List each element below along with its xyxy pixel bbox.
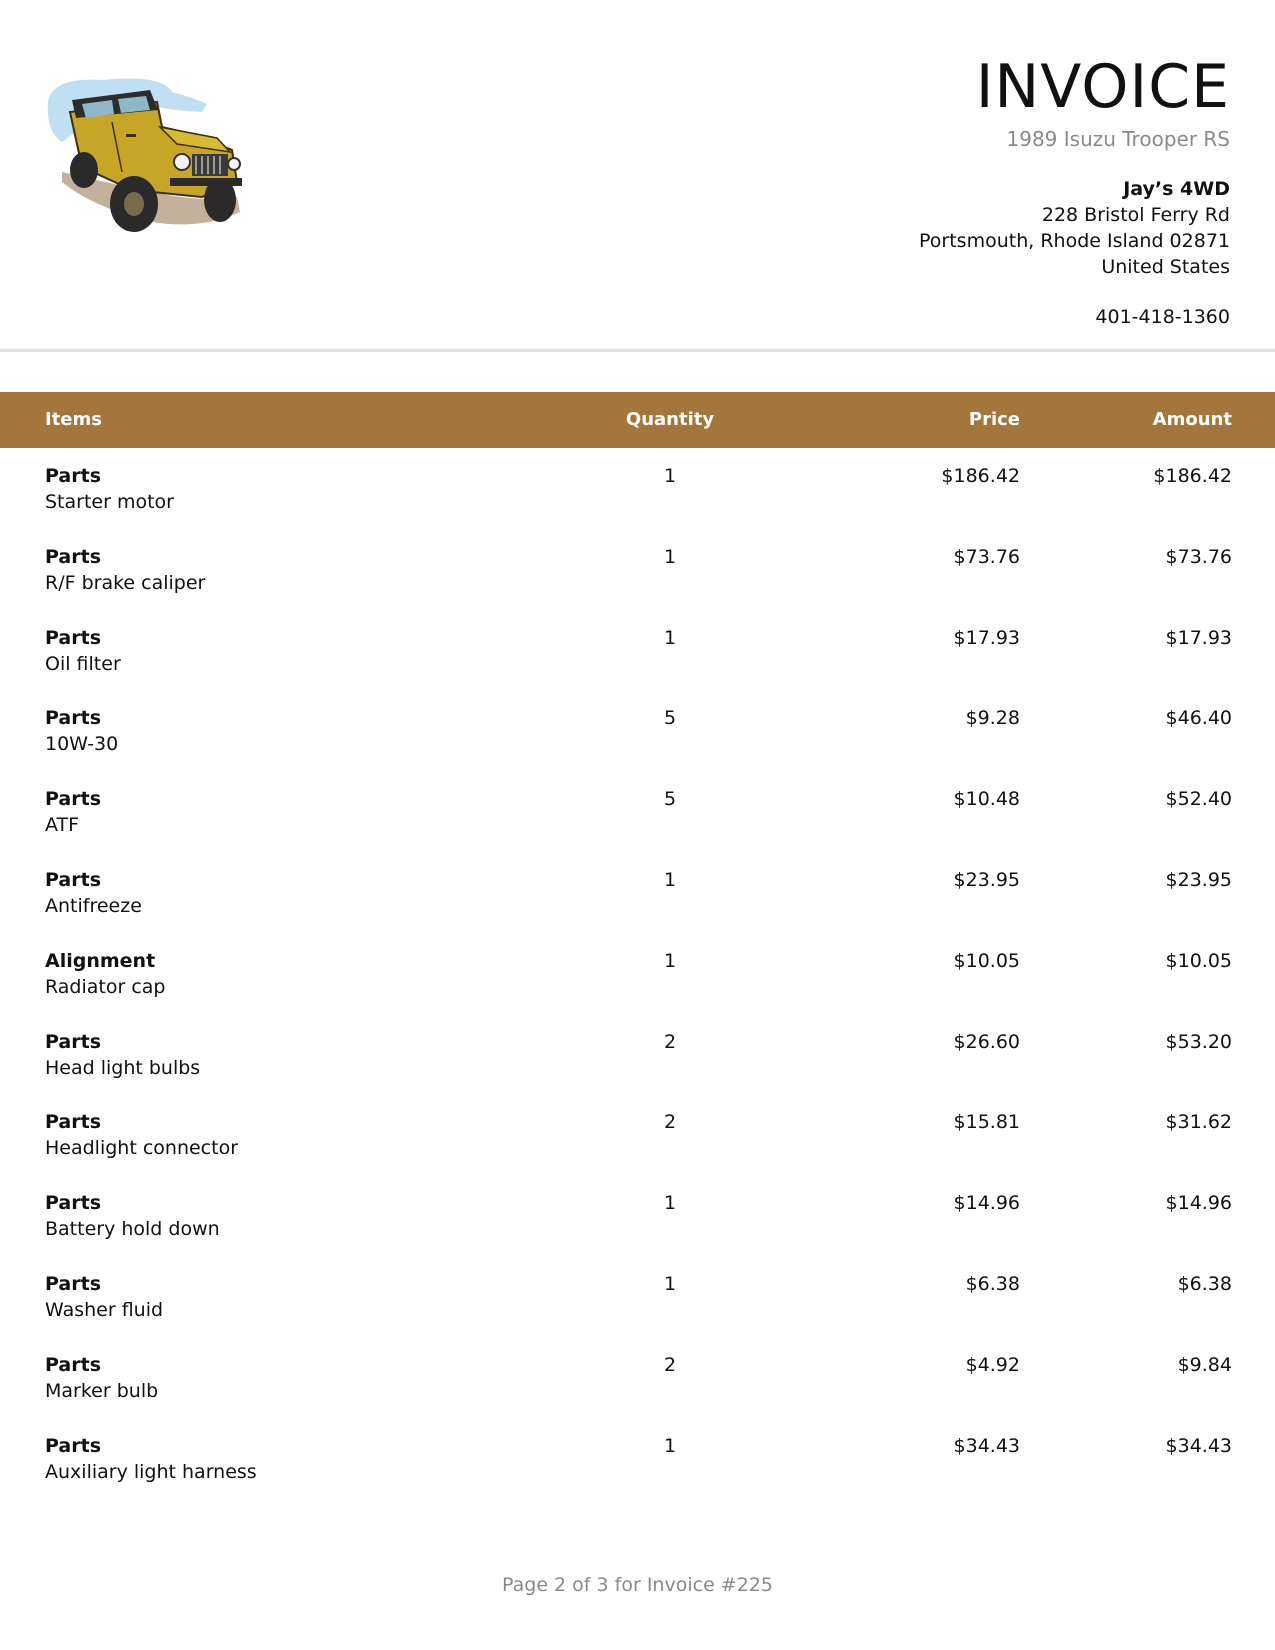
quantity-cell: 2 <box>663 1111 677 1134</box>
item-type: Parts <box>45 1192 101 1215</box>
company-name: Jay’s 4WD <box>1123 178 1230 200</box>
item-type: Parts <box>45 1353 101 1376</box>
quantity-cell: 1 <box>663 545 677 568</box>
item-cell <box>45 544 205 596</box>
amount-cell: $53.20 <box>1165 1030 1232 1053</box>
price-cell: $73.76 <box>953 545 1020 568</box>
item-type: Parts <box>45 707 101 730</box>
quantity-cell: 1 <box>663 1192 677 1215</box>
item-cell <box>45 625 121 677</box>
table-row <box>0 625 1275 706</box>
item-cell <box>45 948 166 1000</box>
item-description: 10W-30 <box>45 733 119 756</box>
table-row <box>0 948 1275 1029</box>
column-header-amount: Amount <box>1152 409 1232 430</box>
item-cell <box>45 1433 257 1485</box>
amount-cell: $52.40 <box>1165 788 1232 811</box>
item-cell <box>45 463 174 515</box>
vehicle-name: 1989 Isuzu Trooper RS <box>1006 127 1230 151</box>
item-cell <box>45 1271 163 1323</box>
item-type: Parts <box>45 868 101 891</box>
company-phone: 401-418-1360 <box>1095 306 1230 328</box>
item-description: Battery hold down <box>45 1218 220 1241</box>
price-cell: $9.28 <box>965 707 1020 730</box>
price-cell: $186.42 <box>941 465 1020 487</box>
truck-logo-icon <box>42 72 252 242</box>
price-cell: $10.48 <box>953 788 1020 811</box>
amount-cell: $34.43 <box>1165 1434 1232 1457</box>
item-description: R/F brake caliper <box>45 571 206 594</box>
page-footer: Page 2 of 3 for Invoice #225 <box>502 1574 773 1596</box>
price-cell: $6.38 <box>965 1272 1020 1295</box>
quantity-cell: 1 <box>663 868 677 891</box>
item-cell <box>45 1109 238 1161</box>
item-type: Alignment <box>45 949 156 972</box>
table-row <box>0 1352 1275 1433</box>
column-header-items: Items <box>45 409 102 430</box>
item-type: Parts <box>45 1272 101 1295</box>
item-cell <box>45 1029 200 1081</box>
amount-cell: $186.42 <box>1153 465 1232 487</box>
item-description: Starter motor <box>45 491 174 513</box>
price-cell: $34.43 <box>953 1434 1020 1457</box>
amount-cell: $9.84 <box>1177 1353 1232 1376</box>
table-row <box>0 867 1275 948</box>
price-cell: $14.96 <box>953 1192 1020 1215</box>
item-type: Parts <box>45 545 101 568</box>
item-cell <box>45 786 101 838</box>
price-cell: $10.05 <box>953 949 1020 972</box>
company-address <box>610 176 1230 280</box>
table-row <box>0 1433 1275 1514</box>
item-description: Washer fluid <box>45 1298 164 1321</box>
quantity-cell: 1 <box>663 1272 677 1295</box>
column-header-quantity: Quantity <box>625 409 715 430</box>
item-cell <box>45 705 118 757</box>
table-row <box>0 1109 1275 1190</box>
amount-cell: $14.96 <box>1165 1192 1232 1215</box>
quantity-cell: 1 <box>663 949 677 972</box>
company-street: 228 Bristol Ferry Rd <box>1041 204 1230 226</box>
company-country: United States <box>1101 256 1230 278</box>
amount-cell: $73.76 <box>1165 545 1232 568</box>
amount-cell: $10.05 <box>1165 949 1232 972</box>
item-description: ATF <box>45 814 80 837</box>
quantity-cell: 5 <box>663 788 677 811</box>
line-items <box>0 463 1275 1513</box>
item-description: Marker bulb <box>45 1379 159 1402</box>
amount-cell: $31.62 <box>1165 1111 1232 1134</box>
price-cell: $15.81 <box>953 1111 1020 1134</box>
price-cell: $23.95 <box>953 868 1020 891</box>
item-description: Auxiliary light harness <box>45 1460 257 1483</box>
quantity-cell: 1 <box>663 1434 677 1457</box>
item-description: Radiator cap <box>45 975 166 998</box>
item-description: Head light bulbs <box>45 1056 201 1079</box>
table-row <box>0 786 1275 867</box>
price-cell: $17.93 <box>953 626 1020 649</box>
quantity-cell: 2 <box>663 1353 677 1376</box>
invoice-header <box>610 50 1230 330</box>
item-cell <box>45 1352 158 1404</box>
quantity-cell: 1 <box>663 626 677 649</box>
item-cell <box>45 1190 220 1242</box>
item-description: Headlight connector <box>45 1137 239 1160</box>
item-type: Parts <box>45 465 101 487</box>
table-row <box>0 1271 1275 1352</box>
column-header-price: Price <box>968 409 1020 430</box>
item-description: Antifreeze <box>45 894 142 917</box>
item-type: Parts <box>45 788 101 811</box>
price-cell: $4.92 <box>965 1353 1020 1376</box>
amount-cell: $6.38 <box>1177 1272 1232 1295</box>
item-type: Parts <box>45 626 101 649</box>
table-row <box>0 1190 1275 1271</box>
item-description: Oil filter <box>45 652 121 675</box>
quantity-cell: 2 <box>663 1030 677 1053</box>
amount-cell: $23.95 <box>1165 868 1232 891</box>
header-divider <box>0 349 1275 352</box>
table-row <box>0 1029 1275 1110</box>
invoice-title: INVOICE <box>975 52 1230 122</box>
item-cell <box>45 867 142 919</box>
table-row <box>0 463 1275 544</box>
item-type: Parts <box>45 1030 101 1053</box>
price-cell: $26.60 <box>953 1030 1020 1053</box>
amount-cell: $46.40 <box>1165 707 1232 730</box>
amount-cell: $17.93 <box>1165 626 1232 649</box>
item-type: Parts <box>45 1111 101 1134</box>
quantity-cell: 1 <box>663 465 677 487</box>
item-type: Parts <box>45 1434 101 1457</box>
company-city-line: Portsmouth, Rhode Island 02871 <box>919 230 1230 252</box>
table-header <box>0 392 1275 448</box>
table-row <box>0 705 1275 786</box>
quantity-cell: 5 <box>663 707 677 730</box>
table-row <box>0 544 1275 625</box>
